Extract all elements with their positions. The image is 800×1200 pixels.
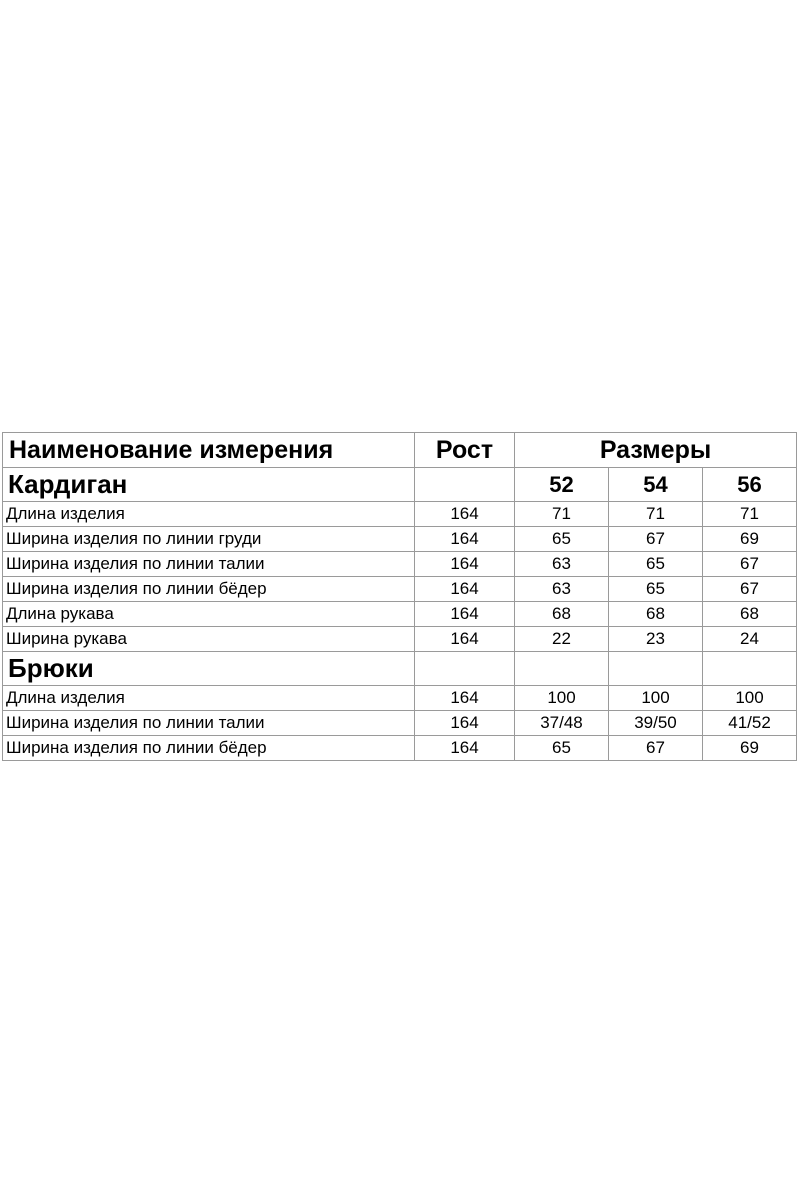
- section-title: Брюки: [3, 652, 415, 686]
- size-value: 41/52: [703, 711, 797, 736]
- size-value: 68: [515, 602, 609, 627]
- size-value: 71: [609, 502, 703, 527]
- height-value: 164: [415, 602, 515, 627]
- size-value: 39/50: [609, 711, 703, 736]
- height-value: 164: [415, 736, 515, 761]
- size-value: 68: [703, 602, 797, 627]
- size-value: 71: [515, 502, 609, 527]
- measurement-name: Длина рукава: [3, 602, 415, 627]
- size-number: [515, 652, 609, 686]
- height-value: 164: [415, 502, 515, 527]
- size-value: 37/48: [515, 711, 609, 736]
- table-row: [3, 502, 797, 527]
- size-value: 67: [609, 736, 703, 761]
- table-header-row: [3, 433, 797, 468]
- size-number: 52: [515, 468, 609, 502]
- measurement-name: Ширина рукава: [3, 627, 415, 652]
- table-row: [3, 686, 797, 711]
- measurement-name: Длина изделия: [3, 686, 415, 711]
- size-value: 65: [609, 577, 703, 602]
- height-value: 164: [415, 552, 515, 577]
- size-value: 67: [609, 527, 703, 552]
- size-value: 24: [703, 627, 797, 652]
- size-value: 65: [609, 552, 703, 577]
- table-row: [3, 527, 797, 552]
- size-chart-table: [2, 432, 797, 761]
- size-value: 22: [515, 627, 609, 652]
- table-row: [3, 602, 797, 627]
- measurement-name: Ширина изделия по линии талии: [3, 711, 415, 736]
- height-value: 164: [415, 527, 515, 552]
- header-name-label: Наименование измерения: [3, 433, 415, 468]
- section-header-row: [3, 652, 797, 686]
- size-value: 100: [703, 686, 797, 711]
- section-title: Кардиган: [3, 468, 415, 502]
- height-value: 164: [415, 711, 515, 736]
- section-header-row: [3, 468, 797, 502]
- size-number: 56: [703, 468, 797, 502]
- size-value: 69: [703, 736, 797, 761]
- size-number: [609, 652, 703, 686]
- size-value: 63: [515, 552, 609, 577]
- size-value: 63: [515, 577, 609, 602]
- table-row: [3, 627, 797, 652]
- size-value: 67: [703, 552, 797, 577]
- height-value: 164: [415, 577, 515, 602]
- header-sizes-label: Размеры: [515, 433, 797, 468]
- height-value: 164: [415, 627, 515, 652]
- size-value: 65: [515, 527, 609, 552]
- header-height-label: Рост: [415, 433, 515, 468]
- size-value: 68: [609, 602, 703, 627]
- size-value: 23: [609, 627, 703, 652]
- table-row: [3, 736, 797, 761]
- table-row: [3, 577, 797, 602]
- size-value: 65: [515, 736, 609, 761]
- measurement-name: Ширина изделия по линии талии: [3, 552, 415, 577]
- measurement-name: Ширина изделия по линии бёдер: [3, 577, 415, 602]
- table-row: [3, 552, 797, 577]
- measurement-name: Ширина изделия по линии груди: [3, 527, 415, 552]
- height-value: 164: [415, 686, 515, 711]
- size-value: 100: [609, 686, 703, 711]
- measurement-name: Длина изделия: [3, 502, 415, 527]
- size-value: 69: [703, 527, 797, 552]
- size-number: 54: [609, 468, 703, 502]
- size-value: 100: [515, 686, 609, 711]
- section-height-cell: [415, 468, 515, 502]
- section-height-cell: [415, 652, 515, 686]
- size-chart-body: [3, 433, 797, 761]
- size-number: [703, 652, 797, 686]
- table-row: [3, 711, 797, 736]
- size-value: 71: [703, 502, 797, 527]
- size-value: 67: [703, 577, 797, 602]
- measurement-name: Ширина изделия по линии бёдер: [3, 736, 415, 761]
